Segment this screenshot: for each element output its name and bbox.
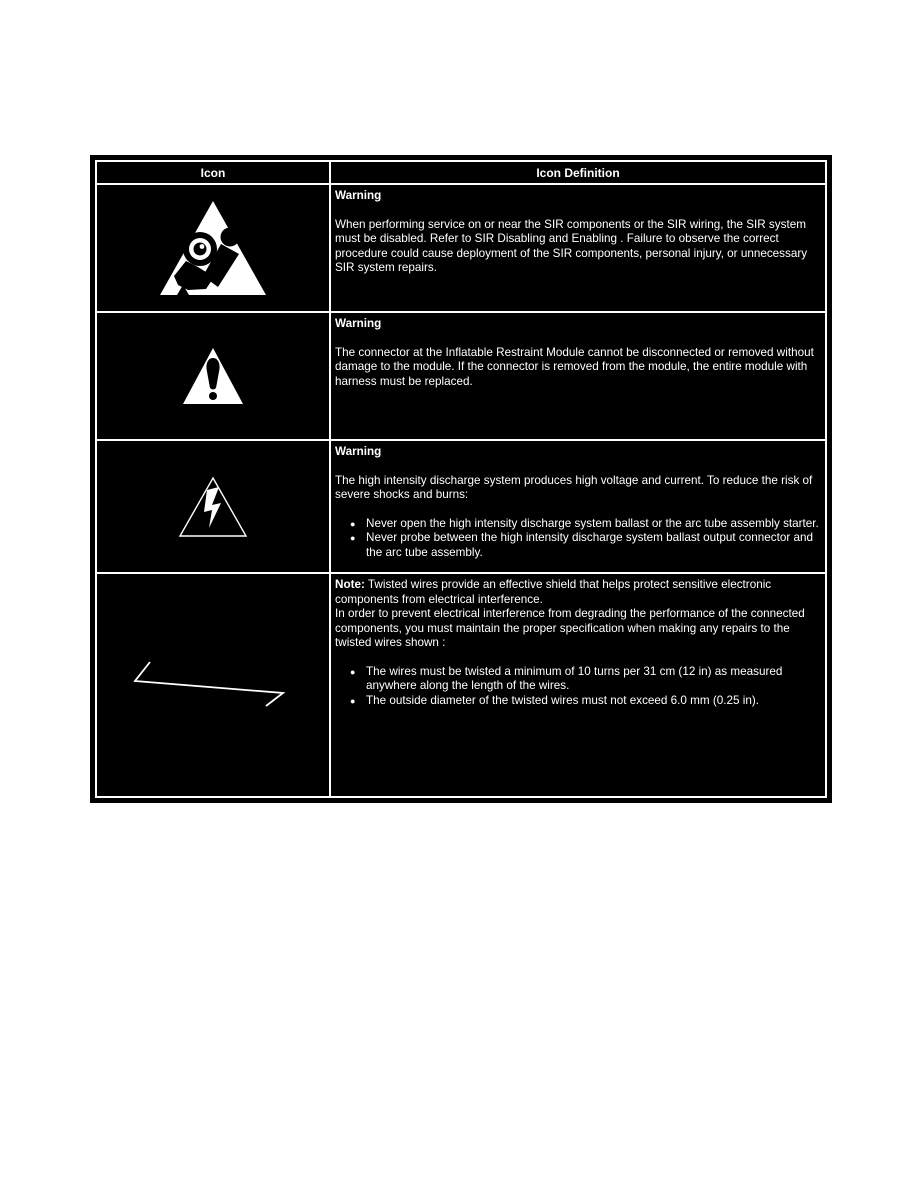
bullet-dot: ● (350, 518, 356, 529)
warning-text: When performing service on or near the SIR components or the SIR wiring, the SIR system must be disabled. Refer to SIR Disabling and Enabling . Failure to observe the correct procedure could cause deployment of the SIR components, personal injury, or unnecessary SIR system repairs. (335, 217, 808, 274)
table-row-1-icon-cell (97, 185, 329, 311)
table-row-2-icon-cell (97, 313, 329, 439)
bullet-list (335, 517, 821, 561)
high-voltage-warning-icon (177, 475, 249, 539)
bullet-dot: ● (350, 666, 356, 677)
table-row-1-definition-cell (331, 185, 825, 311)
warning-heading: Warning (335, 445, 382, 458)
bullet-item (335, 531, 821, 560)
table-row-3-icon-cell (97, 441, 329, 572)
bullet-dot: ● (350, 695, 356, 706)
definition-column-header: Icon Definition (331, 162, 825, 183)
bullet-text: The wires must be twisted a minimum of 10 turns per 31 cm (12 in) as measured anywhere along the length of the wires. (366, 664, 783, 692)
table-row-4-definition-cell (331, 574, 825, 796)
bullet-dot: ● (350, 533, 356, 543)
table-row-2-definition-cell (331, 313, 825, 439)
bullet-text: Never probe between the high intensity discharge system ballast output connector and the arc tube assembly. (366, 531, 813, 559)
bullet-item (335, 517, 821, 532)
note-body-text: In order to prevent electrical interference from degrading the performance of the connected components, you must maintain the proper specification when making any repairs to the twisted wires shown : (335, 607, 805, 649)
icon-definition-table (90, 155, 832, 803)
bullet-item (335, 665, 821, 694)
table-row-3-definition-cell (331, 441, 825, 572)
warning-text: The connector at the Inflatable Restraint Module cannot be disconnected or removed without damage to the module. If the connector is removed from the module, the entire module with harness must be replaced. (335, 345, 814, 388)
warning-heading: Warning (335, 189, 382, 202)
note-paragraph (335, 578, 821, 607)
sir-airbag-warning-icon (158, 199, 268, 297)
note-label: Note: (335, 578, 365, 591)
bullet-list (335, 665, 821, 709)
bullet-text: The outside diameter of the twisted wires must not exceed 6.0 mm (0.25 in). (366, 693, 760, 707)
bullet-item (335, 694, 821, 709)
exclamation-warning-icon (180, 345, 246, 407)
warning-heading: Warning (335, 317, 382, 330)
table-grid (95, 160, 827, 798)
warning-text: The high intensity discharge system produces high voltage and current. To reduce the risk of severe shocks and burns: (335, 473, 813, 501)
icon-column-header: Icon (97, 162, 329, 183)
twisted-wires-icon (133, 660, 293, 710)
table-row-4-icon-cell (97, 574, 329, 796)
bullet-text: Never open the high intensity discharge system ballast or the arc tube assembly starter. (366, 516, 819, 530)
note-text: Twisted wires provide an effective shield that helps protect sensitive electronic components from electrical interference. (335, 578, 772, 606)
